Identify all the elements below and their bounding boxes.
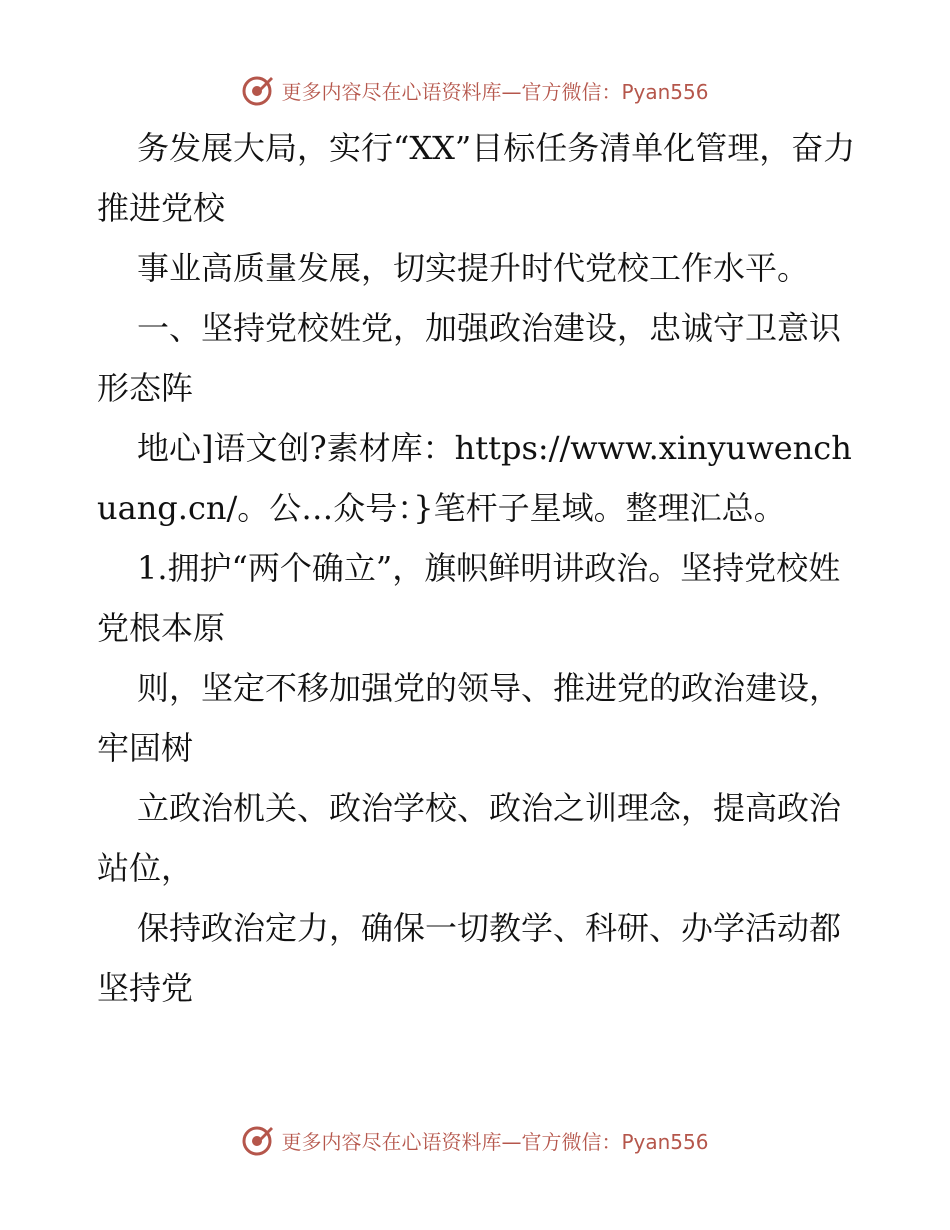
pen-circle-logo-icon <box>241 1123 275 1157</box>
page-header-banner <box>0 70 950 110</box>
page-footer-banner <box>0 1120 950 1160</box>
paragraph: 保持政治定力，确保一切教学、科研、办学活动都坚持党 <box>97 909 842 1007</box>
paragraph: 则，坚定不移加强党的领导、推进党的政治建设，牢固树 <box>97 669 842 767</box>
pen-circle-logo-icon <box>241 73 275 107</box>
paragraph: 立政治机关、政治学校、政治之训理念，提高政治站位， <box>97 789 842 887</box>
document-body <box>97 118 857 1018</box>
paragraph: 一、坚持党校姓党，加强政治建设，忠诚守卫意识形态阵 <box>97 309 842 407</box>
footer-text: 更多内容尽在心语资料库—官方微信：Pyan556 <box>281 1129 709 1154</box>
header-text: 更多内容尽在心语资料库—官方微信：Pyan556 <box>281 79 709 104</box>
paragraph: 地心]语文创?素材库：https://www.xinyuwenchuang.cn/。公…众号：}笔杆子星域。整理汇总。 <box>97 429 852 527</box>
paragraph: 1.拥护“两个确立”，旗帜鲜明讲政治。坚持党校姓党根本原 <box>97 549 841 647</box>
paragraph: 务发展大局，实行“XX”目标任务清单化管理，奋力推进党校 <box>97 129 856 227</box>
paragraph: 事业高质量发展，切实提升时代党校工作水平。 <box>137 249 810 287</box>
